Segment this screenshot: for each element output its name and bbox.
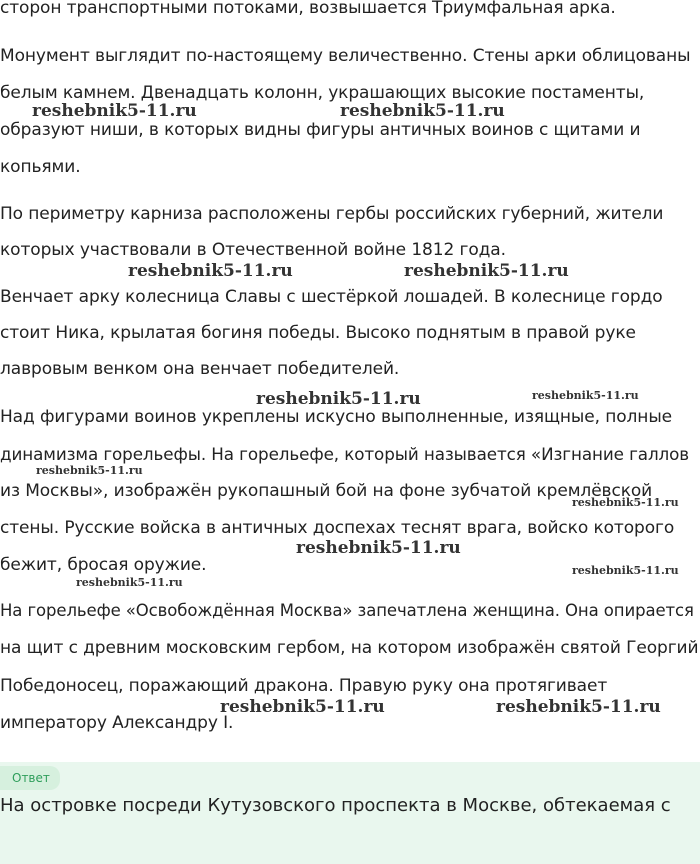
watermark: reshebnik5-11.ru (220, 697, 385, 717)
watermark: reshebnik5-11.ru (404, 261, 569, 281)
text-line: копьями. (0, 157, 81, 177)
watermark: reshebnik5-11.ru (572, 496, 679, 509)
watermark: reshebnik5-11.ru (36, 464, 143, 477)
watermark: reshebnik5-11.ru (128, 261, 293, 281)
answer-badge: Ответ (0, 766, 60, 790)
text-line: Монумент выглядит по-настоящему величественно. Стены арки облицованы (0, 46, 691, 66)
text-line: динамизма горельефы. На горельефе, который называется «Изгнание галлов (0, 444, 690, 464)
text-line: на щит с древним московским гербом, на котором изображён святой Георгий (0, 638, 699, 658)
text-line: из Москвы», изображён рукопашный бой на фоне зубчатой кремлёвской (0, 481, 653, 501)
text-line: Победоносец, поражающий дракона. Правую руку она протягивает (0, 676, 608, 696)
text-line: сторон транспортными потоками, возвышается Триумфальная арка. (0, 0, 616, 18)
text-line: По периметру карниза расположены гербы российских губерний, жители (0, 204, 664, 224)
text-line: лавровым венком она венчает победителей. (0, 359, 400, 379)
text-line: императору Александру I. (0, 713, 234, 733)
watermark: reshebnik5-11.ru (572, 564, 679, 577)
text-line: стоит Ника, крылатая богиня победы. Высоко поднятым в правой руке (0, 323, 636, 343)
text-line: Над фигурами воинов укреплены искусно выполненные, изящные, полные (0, 407, 672, 427)
watermark: reshebnik5-11.ru (76, 576, 183, 589)
text-line: стены. Русские войска в античных доспехах теснят врага, войско которого (0, 518, 675, 538)
text-line: бежит, бросая оружие. (0, 555, 207, 575)
text-line: Венчает арку колесница Славы с шестёркой лошадей. В колеснице гордо (0, 287, 663, 307)
text-line: На горельефе «Освобождённая Москва» запечатлена женщина. Она опирается (0, 601, 694, 620)
watermark: reshebnik5-11.ru (496, 697, 661, 717)
watermark: reshebnik5-11.ru (32, 101, 197, 121)
watermark: reshebnik5-11.ru (256, 389, 421, 409)
watermark: reshebnik5-11.ru (532, 389, 639, 402)
text-line: белым камнем. Двенадцать колонн, украшающих высокие постаменты, (0, 83, 645, 103)
watermark: reshebnik5-11.ru (340, 101, 505, 121)
text-line: которых участвовали в Отечественной войне 1812 года. (0, 240, 506, 260)
watermark: reshebnik5-11.ru (296, 538, 461, 558)
answer-text: На островке посреди Кутузовского проспекта в Москве, обтекаемая с (0, 795, 671, 816)
text-line: образуют ниши, в которых видны фигуры античных воинов с щитами и (0, 120, 641, 140)
